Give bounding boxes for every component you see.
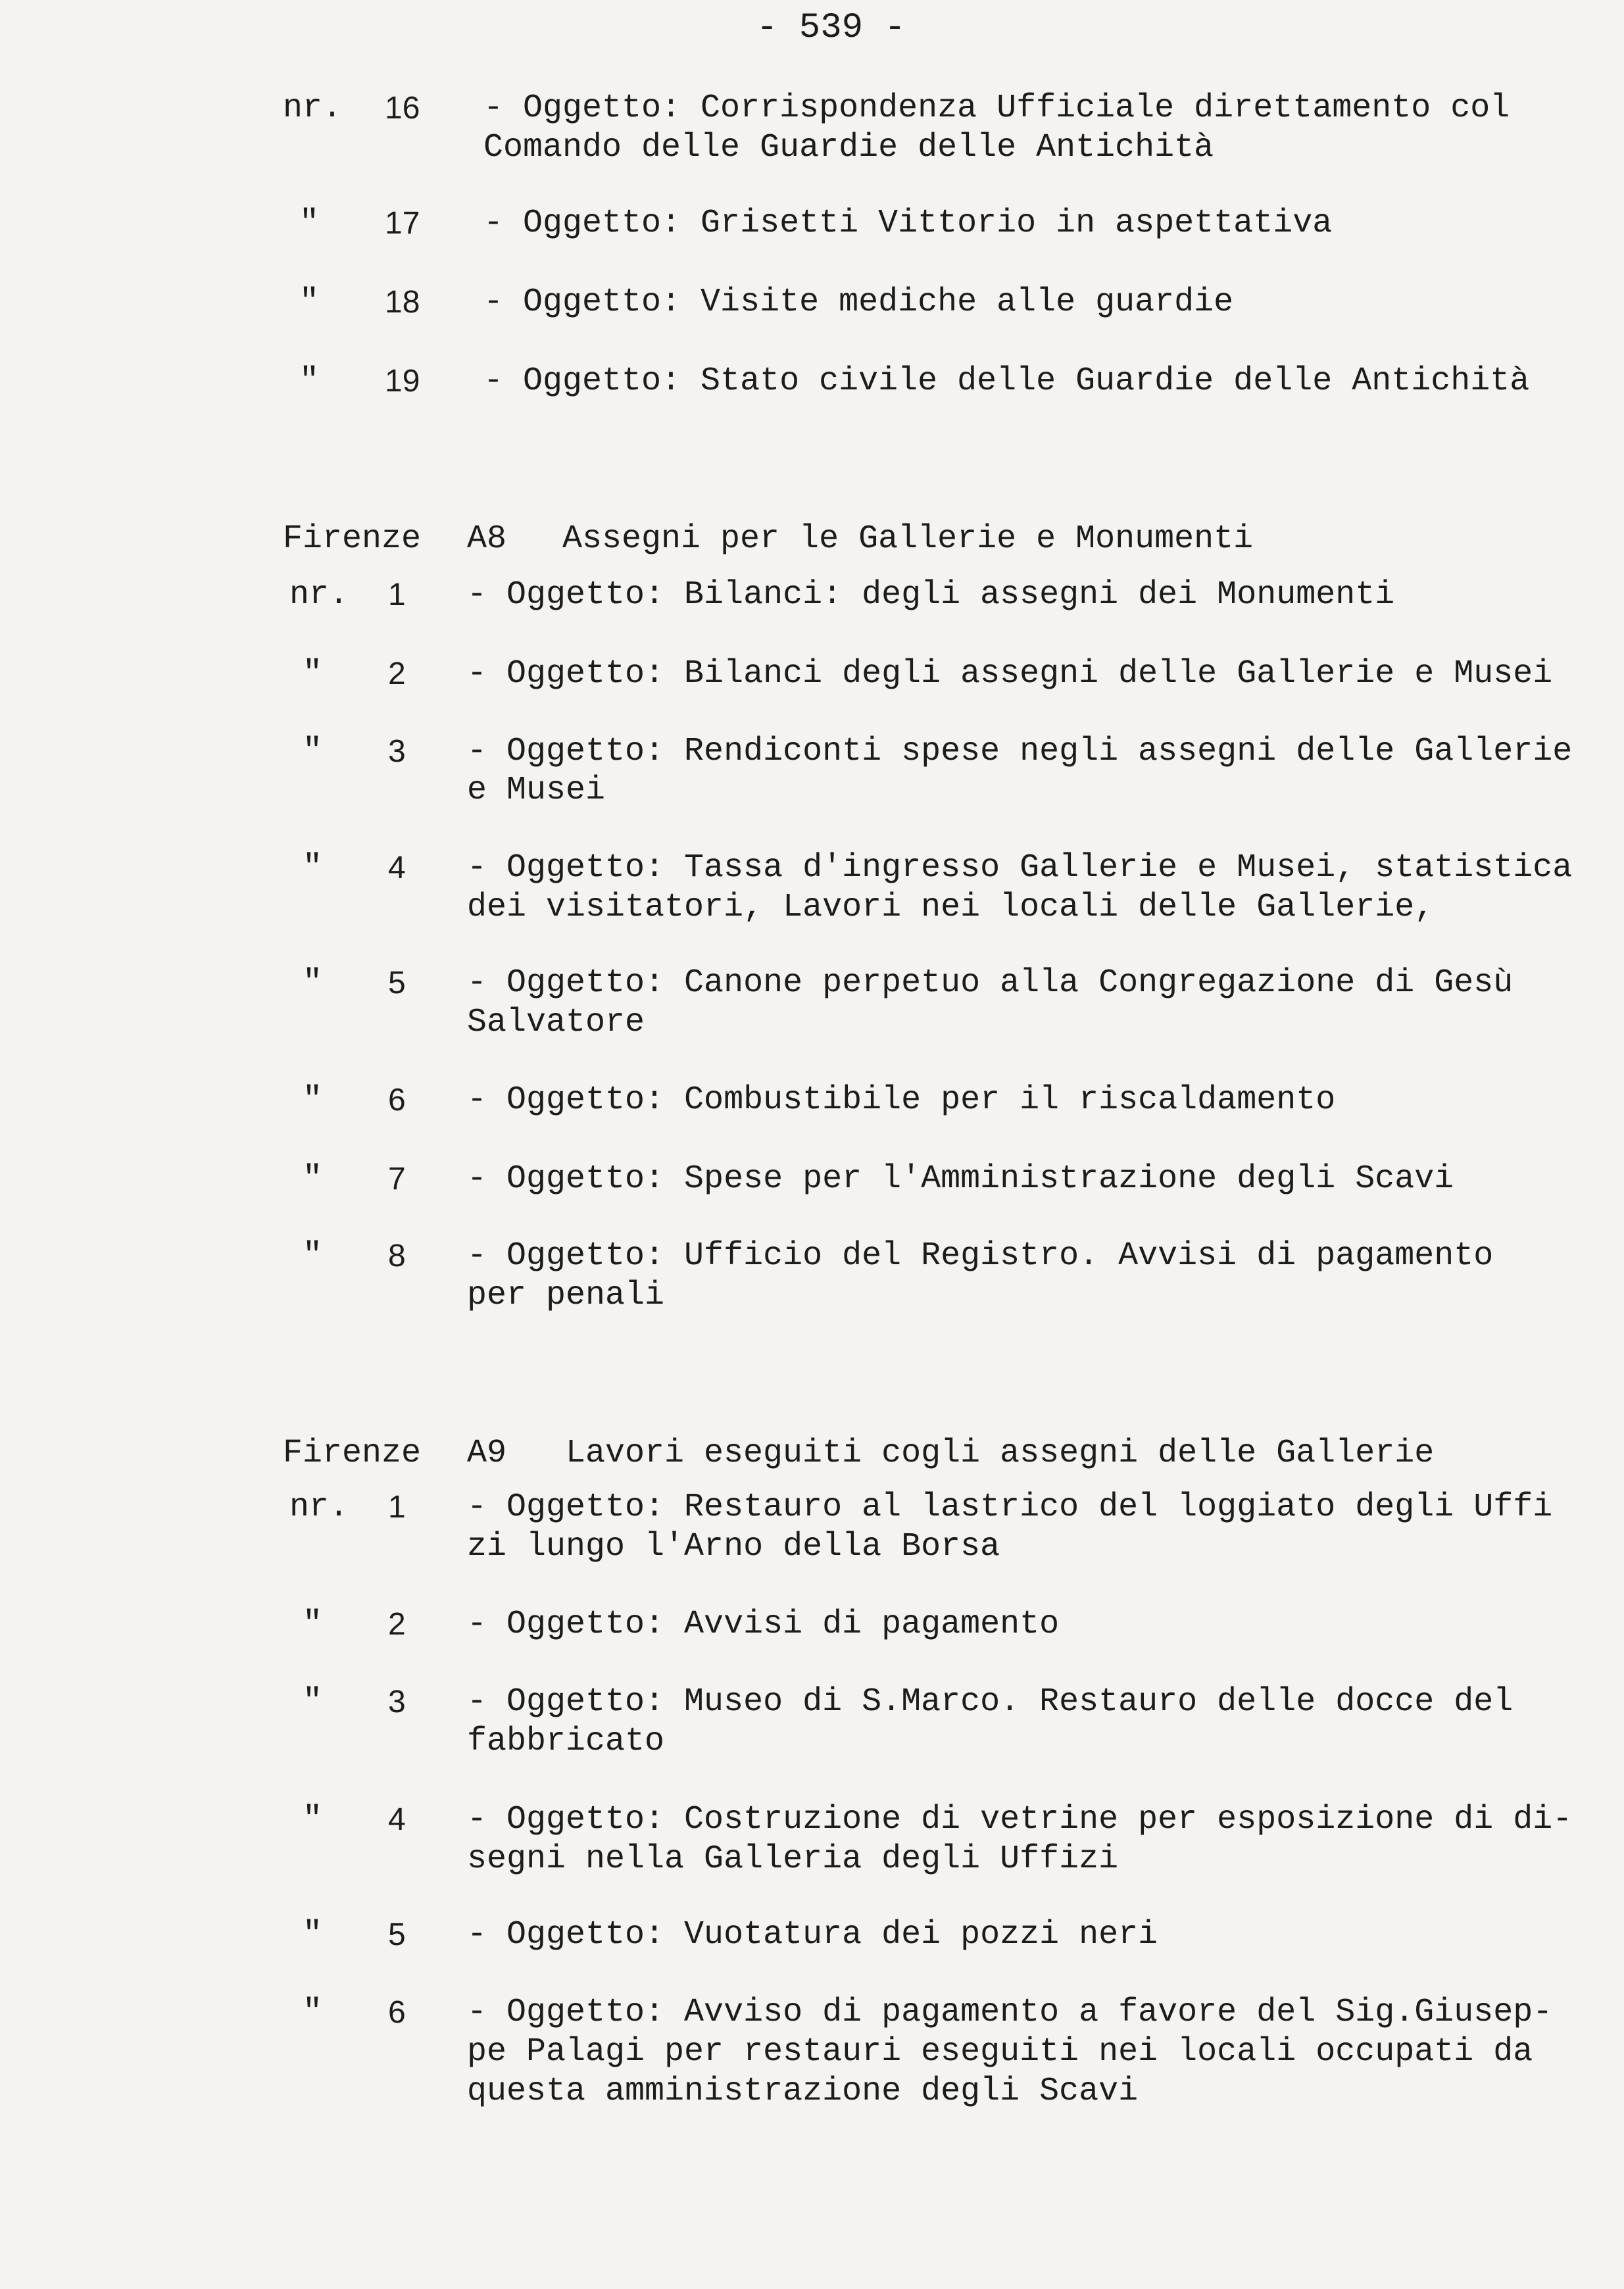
- entry-text-line: dei visitatori, Lavori nei locali delle Gallerie,: [467, 889, 1435, 926]
- entry-prefix: ": [303, 733, 323, 770]
- entry-text-line: - Oggetto: Rendiconti spese negli assegni delle Gallerie: [467, 733, 1573, 770]
- entry-prefix: ": [303, 1606, 323, 1643]
- entry-text-line: Comando delle Guardie delle Antichità: [483, 129, 1214, 166]
- entry-text-line: Salvatore: [467, 1004, 645, 1041]
- entry-prefix: ": [303, 1994, 323, 2031]
- entry-text-line: - Oggetto: Spese per l'Amministrazione degli Scavi: [467, 1160, 1454, 1198]
- entry-text-line: - Oggetto: Costruzione di vetrine per esposizione di di-: [467, 1801, 1573, 1838]
- entry-number: 5: [388, 966, 406, 1000]
- entry-number: 2: [388, 1607, 406, 1642]
- entry-prefix: ": [299, 283, 320, 321]
- entry-prefix: nr.: [283, 89, 343, 127]
- section-title: Assegni per le Gallerie e Monumenti: [562, 520, 1254, 558]
- entry-text-line: zi lungo l'Arno della Borsa: [467, 1528, 1000, 1565]
- entry-prefix: ": [303, 1801, 323, 1838]
- entry-prefix: ": [303, 655, 323, 693]
- entry-text-line: - Oggetto: Avvisi di pagamento: [467, 1606, 1060, 1643]
- entry-number: 6: [388, 1083, 406, 1118]
- entry-prefix: ": [303, 1683, 323, 1721]
- entry-prefix: ": [299, 205, 320, 242]
- entry-text-line: - Oggetto: Bilanci: degli assegni dei Monumenti: [467, 576, 1395, 614]
- entry-number: 1: [388, 578, 406, 612]
- entry-text-line: - Oggetto: Grisetti Vittorio in aspettativa: [483, 205, 1333, 242]
- entry-prefix: ": [303, 1081, 323, 1119]
- entry-prefix: ": [303, 1160, 323, 1198]
- entry-number: 17: [385, 206, 420, 241]
- entry-prefix: ": [299, 362, 320, 400]
- entry-number: 8: [388, 1239, 406, 1273]
- entry-number: 1: [388, 1490, 406, 1525]
- section-code: A9: [467, 1435, 507, 1472]
- entry-text-line: questa amministrazione degli Scavi: [467, 2073, 1139, 2110]
- entry-number: 3: [388, 1685, 406, 1719]
- entry-number: 5: [388, 1917, 406, 1952]
- entry-prefix: ": [303, 1916, 323, 1954]
- entry-text-line: - Oggetto: Stato civile delle Guardie delle Antichità: [483, 362, 1530, 400]
- entry-text-line: - Oggetto: Ufficio del Registro. Avvisi di pagamento: [467, 1237, 1494, 1275]
- section-title: Lavori eseguiti cogli assegni delle Gallerie: [566, 1435, 1435, 1472]
- entry-text-line: - Oggetto: Restauro al lastrico del loggiato degli Uffi: [467, 1489, 1553, 1526]
- entry-prefix: ": [303, 964, 323, 1002]
- entry-text-line: - Oggetto: Bilanci degli assegni delle Gallerie e Musei: [467, 655, 1553, 693]
- entry-text-line: pe Palagi per restauri eseguiti nei locali occupati da: [467, 2033, 1533, 2071]
- entry-prefix: ": [303, 849, 323, 887]
- entry-number: 19: [385, 364, 420, 399]
- entry-text-line: fabbricato: [467, 1723, 665, 1760]
- entry-prefix: ": [303, 1237, 323, 1275]
- entry-text-line: - Oggetto: Vuotatura dei pozzi neri: [467, 1916, 1158, 1954]
- entry-prefix: nr.: [289, 576, 349, 614]
- entry-number: 3: [388, 734, 406, 769]
- entry-text-line: e Musei: [467, 772, 606, 809]
- entry-number: 2: [388, 656, 406, 691]
- entry-number: 6: [388, 1995, 406, 2030]
- entry-number: 18: [385, 285, 420, 320]
- entry-number: 7: [388, 1162, 406, 1196]
- entry-number: 16: [385, 91, 420, 126]
- entry-text-line: - Oggetto: Museo di S.Marco. Restauro delle docce del: [467, 1683, 1513, 1721]
- entry-text-line: segni nella Galleria degli Uffizi: [467, 1840, 1119, 1878]
- entry-text-line: - Oggetto: Combustibile per il riscaldamento: [467, 1081, 1336, 1119]
- entry-text-line: - Oggetto: Avviso di pagamento a favore del Sig.Giusep-: [467, 1994, 1553, 2031]
- entry-prefix: nr.: [289, 1489, 349, 1526]
- entry-text-line: - Oggetto: Canone perpetuo alla Congregazione di Gesù: [467, 964, 1513, 1002]
- entry-text-line: - Oggetto: Visite mediche alle guardie: [483, 283, 1234, 321]
- section-city: Firenze: [283, 1435, 422, 1472]
- entry-text-line: - Oggetto: Tassa d'ingresso Gallerie e Musei, statistica: [467, 849, 1573, 887]
- entry-number: 4: [388, 850, 406, 885]
- section-code: A8: [467, 520, 507, 558]
- entry-text-line: - Oggetto: Corrispondenza Ufficiale direttamento col: [483, 89, 1510, 127]
- page-number: - 539 -: [756, 8, 906, 48]
- entry-number: 4: [388, 1802, 406, 1837]
- section-city: Firenze: [283, 520, 422, 558]
- entry-text-line: per penali: [467, 1277, 665, 1314]
